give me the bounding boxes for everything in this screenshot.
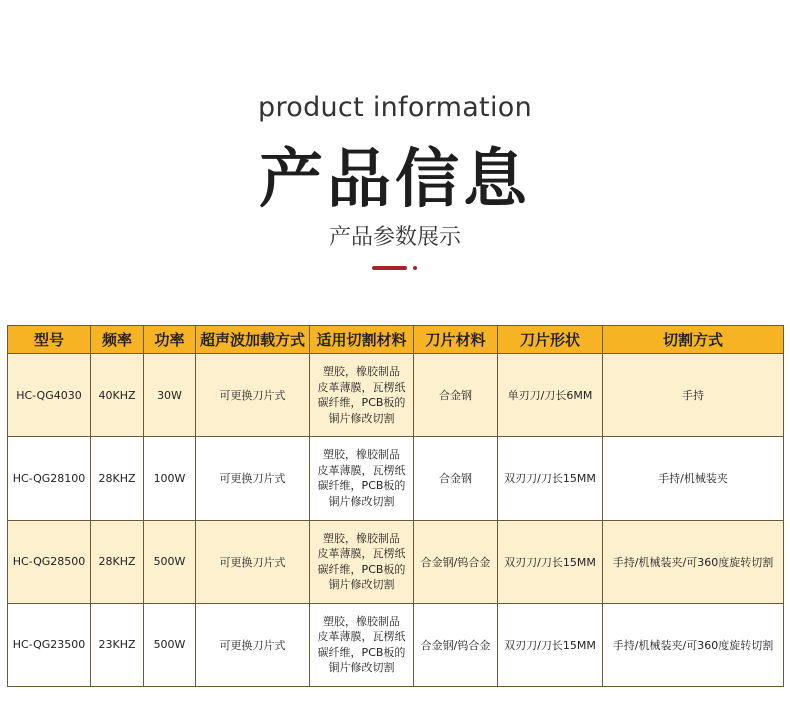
cell-power: 100W: [144, 437, 196, 520]
table-row: [8, 437, 784, 520]
material-line: 铜片修改切割: [328, 411, 395, 425]
column-header-blade-shape: 刀片形状: [498, 326, 603, 354]
material-line: 皮革薄膜，瓦楞纸: [317, 463, 406, 477]
material-line: 碳纤维，PCB板的: [317, 479, 406, 493]
cell-power: 500W: [144, 520, 196, 603]
table-header-row: [8, 326, 784, 354]
material-line: 塑胶，橡胶制品: [323, 448, 400, 462]
material-line: 塑胶，橡胶制品: [323, 365, 400, 379]
material-line: 皮革薄膜，瓦楞纸: [317, 380, 406, 394]
cell-blade-shape: 单刃刀/刀长6MM: [498, 354, 603, 437]
material-line: 碳纤维，PCB板的: [317, 562, 406, 576]
cell-blade-material: 合金钢: [414, 354, 498, 437]
cell-cut-method: 手持/机械装夹/可360度旋转切割: [603, 603, 784, 686]
cell-load-method: 可更换刀片式: [196, 603, 310, 686]
material-line: 碳纤维，PCB板的: [317, 645, 406, 659]
cell-model: HC-QG28500: [8, 520, 91, 603]
column-header-cut-method: 切割方式: [603, 326, 784, 354]
material-line: 塑胶，橡胶制品: [323, 531, 400, 545]
cell-power: 30W: [144, 354, 196, 437]
cell-blade-shape: 双刃刀/刀长15MM: [498, 520, 603, 603]
cell-blade-material: 合金钢/钨合金: [414, 520, 498, 603]
cell-cut-method: 手持: [603, 354, 784, 437]
material-line: 铜片修改切割: [328, 578, 395, 592]
cell-model: HC-QG28100: [8, 437, 91, 520]
material-line: 铜片修改切割: [328, 494, 395, 508]
cell-frequency: 40KHZ: [91, 354, 144, 437]
cell-blade-shape: 双刃刀/刀长15MM: [498, 603, 603, 686]
product-spec-table: [7, 325, 784, 687]
cell-power: 500W: [144, 603, 196, 686]
table-row: [8, 603, 784, 686]
material-line: 皮革薄膜，瓦楞纸: [317, 547, 406, 561]
table-row: [8, 354, 784, 437]
divider-bar: [372, 266, 407, 270]
cell-blade-shape: 双刃刀/刀长15MM: [498, 437, 603, 520]
cell-cut-method: 手持/机械装夹/可360度旋转切割: [603, 520, 784, 603]
chinese-title: 产品信息: [259, 143, 531, 217]
divider-dot: [413, 266, 417, 270]
column-header-load-method: 超声波加载方式: [196, 326, 310, 354]
material-line: 塑胶，橡胶制品: [323, 614, 400, 628]
cell-load-method: 可更换刀片式: [196, 437, 310, 520]
cell-material: [310, 603, 414, 686]
cell-model: HC-QG23500: [8, 603, 91, 686]
material-line: 碳纤维，PCB板的: [317, 396, 406, 410]
cell-cut-method: 手持/机械装夹: [603, 437, 784, 520]
material-line: 铜片修改切割: [328, 661, 395, 675]
column-header-power: 功率: [144, 326, 196, 354]
column-header-blade-material: 刀片材料: [414, 326, 498, 354]
cell-model: HC-QG4030: [8, 354, 91, 437]
cell-load-method: 可更换刀片式: [196, 520, 310, 603]
column-header-frequency: 频率: [91, 326, 144, 354]
chinese-subtitle: 产品参数展示: [328, 225, 461, 250]
material-line: 皮革薄膜，瓦楞纸: [317, 630, 406, 644]
english-title: product information: [258, 92, 532, 123]
cell-material: [310, 437, 414, 520]
cell-frequency: 28KHZ: [91, 520, 144, 603]
cell-frequency: 23KHZ: [91, 603, 144, 686]
table-row: [8, 520, 784, 603]
cell-material: [310, 520, 414, 603]
cell-blade-material: 合金钢/钨合金: [414, 603, 498, 686]
cell-frequency: 28KHZ: [91, 437, 144, 520]
column-header-model: 型号: [8, 326, 91, 354]
cell-material: [310, 354, 414, 437]
cell-load-method: 可更换刀片式: [196, 354, 310, 437]
cell-blade-material: 合金钢: [414, 437, 498, 520]
column-header-material: 适用切割材料: [310, 326, 414, 354]
